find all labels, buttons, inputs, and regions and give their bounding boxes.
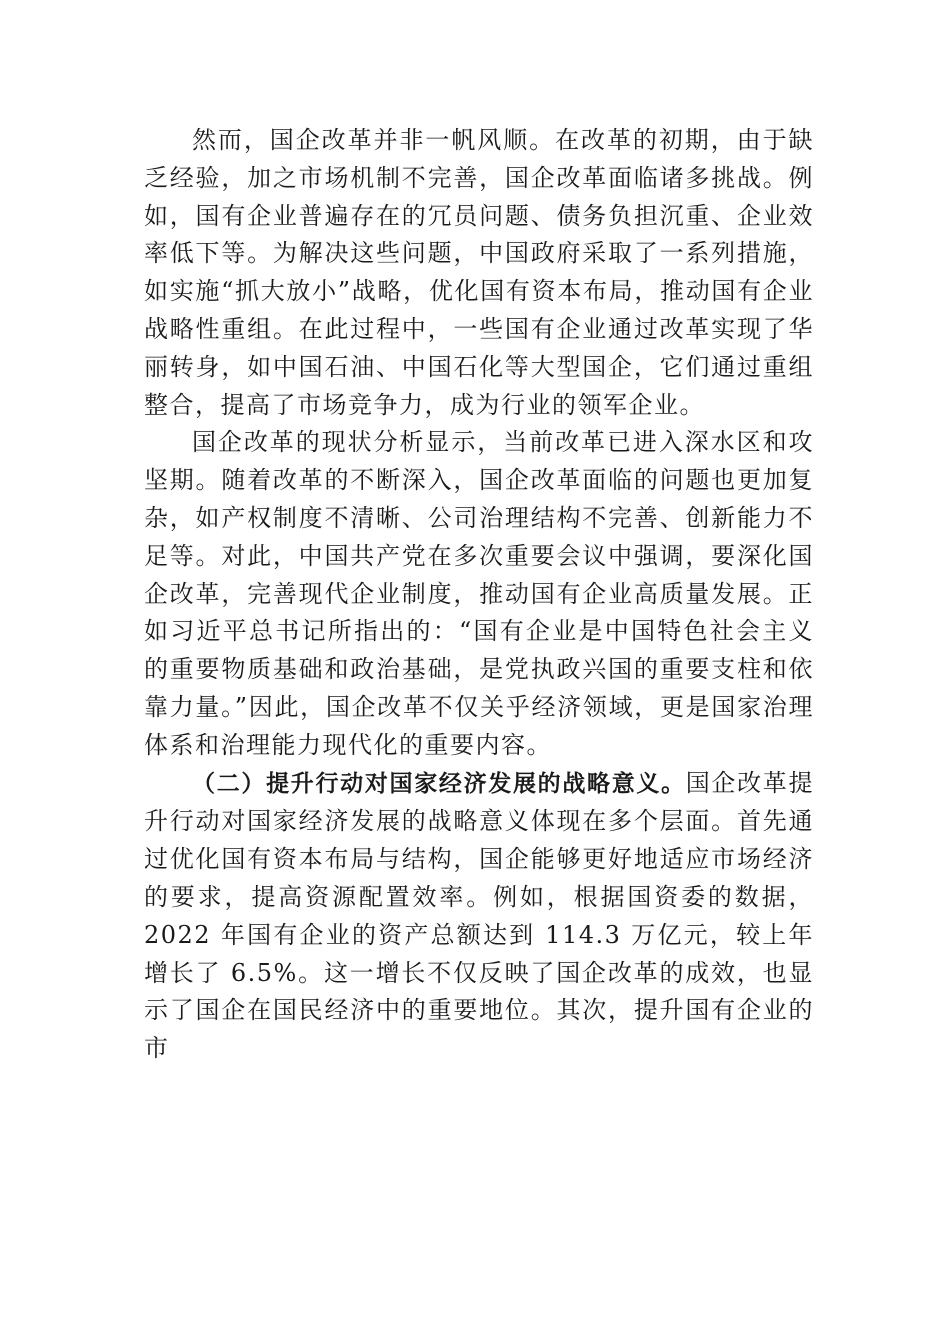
paragraph-1: [144, 122, 814, 424]
paragraph-1-text: 然而，国企改革并非一帆风顺。在改革的初期，由于缺乏经验，加之市场机制不完善，国企改革面临诸多挑战。例如，国有企业普遍存在的冗员问题、债务负担沉重、企业效率低下等。为解决这些问题，中国政府采取了一系列措施，如实施“抓大放小”战略，优化国有资本布局，推动国有企业战略性重组。在此过程中，一些国有企业通过改革实现了华丽转身，如中国石油、中国石化等大型国企，它们通过重组整合，提高了市场竞争力，成为行业的领军企业。: [144, 126, 814, 419]
paragraph-3: [144, 765, 814, 1068]
document-body: [144, 122, 814, 1068]
paragraph-2-text: 国企改革的现状分析显示，当前改革已进入深水区和攻坚期。随着改革的不断深入，国企改革面临的问题也更加复杂，如产权制度不清晰、公司治理结构不完善、创新能力不足等。对此，中国共产党在多次重要会议中强调，要深化国企改革，完善现代企业制度，推动国有企业高质量发展。正如习近平总书记所指出的：“国有企业是中国特色社会主义的重要物质基础和政治基础，是党执政兴国的重要支柱和依靠力量。”因此，国企改革不仅关乎经济领域，更是国家治理体系和治理能力现代化的重要内容。: [144, 428, 814, 759]
section-heading: （二）提升行动对国家经济发展的战略意义。: [192, 770, 686, 797]
paragraph-3-text: 国企改革提升行动对国家经济发展的战略意义体现在多个层面。首先通过优化国有资本布局与结构，国企能够更好地适应市场经济的要求，提高资源配置效率。例如，根据国资委的数据，2022 年国有企业的资产总额达到 114.3 万亿元，较上年增长了 6.5%。这一增长不仅反映了国企改革的成效，也显示了国企在国民经济中的重要地位。其次，提升国有企业的市: [144, 768, 814, 1063]
paragraph-2: [144, 424, 814, 764]
